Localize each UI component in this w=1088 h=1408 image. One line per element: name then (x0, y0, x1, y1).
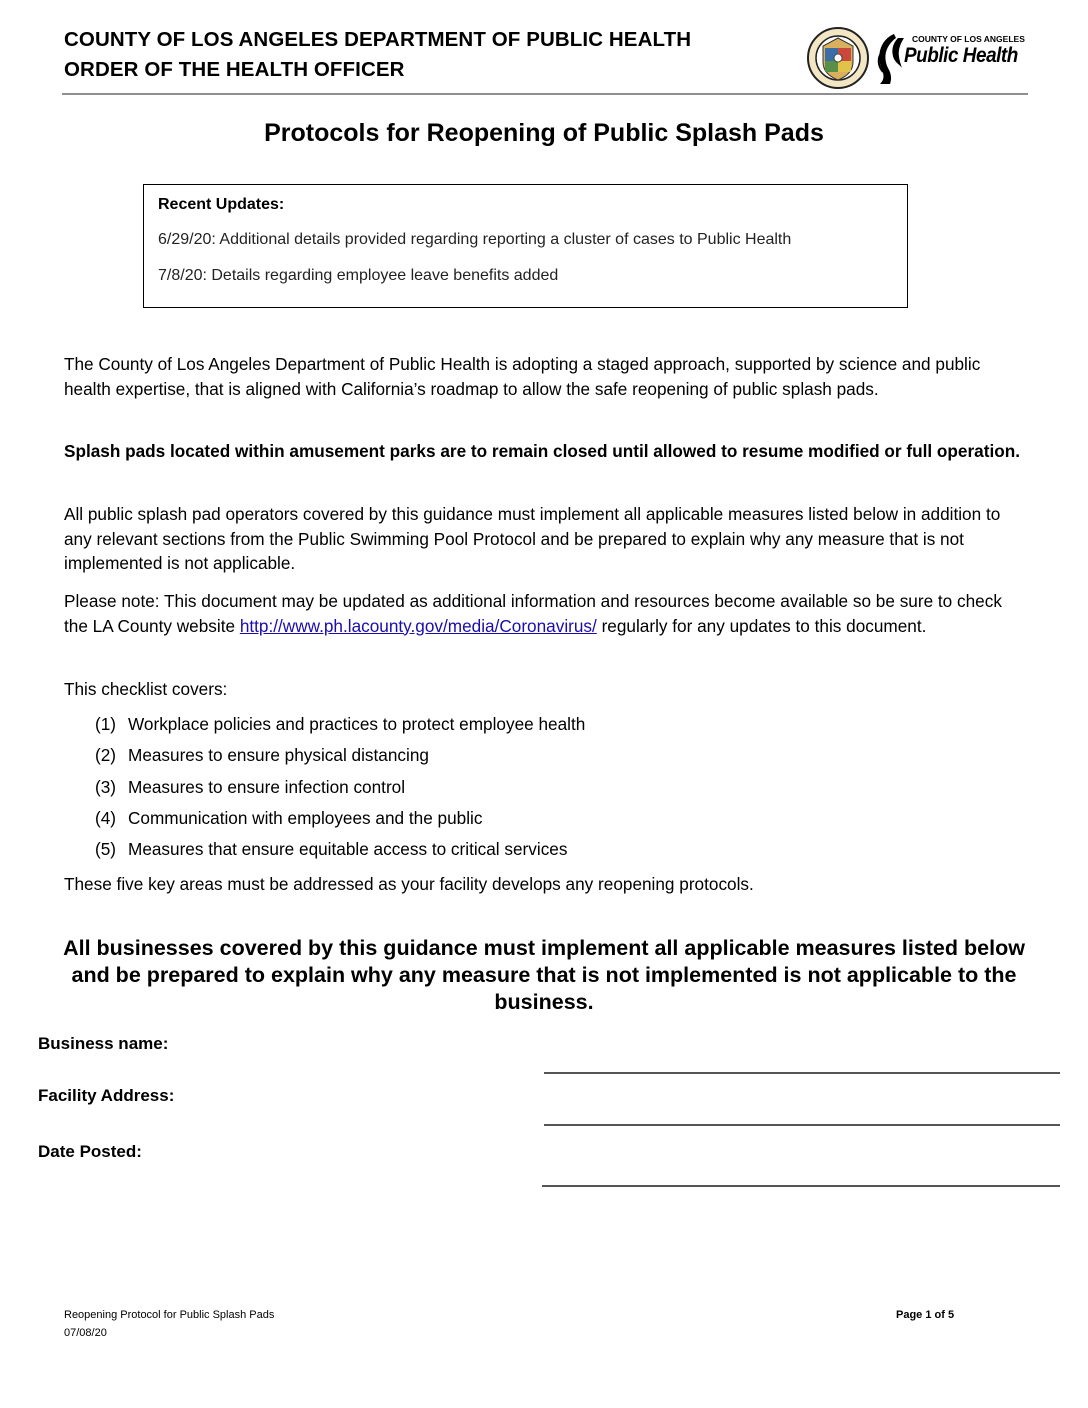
footer-date: 07/08/20 (64, 1327, 107, 1339)
note-text-before: Please note: This document may be updated as additional information and resources become available so be sure to check the LA County website (64, 591, 1002, 636)
note-text-after: regularly for any updates to this document. (596, 615, 927, 636)
checklist-text: Measures to ensure infection control (128, 777, 406, 797)
checklist-item (95, 745, 429, 766)
update-note-paragraph (64, 589, 1028, 638)
header-department: COUNTY OF LOS ANGELES DEPARTMENT OF PUBLIC HEALTH (64, 28, 692, 51)
county-seal-icon (806, 26, 870, 90)
coronavirus-website-link[interactable]: http://www.ph.lacounty.gov/media/Coronavirus/ (239, 615, 597, 636)
header-divider (62, 93, 1028, 95)
date-posted-field[interactable] (542, 1185, 1060, 1187)
checklist-number: (5) (95, 839, 117, 859)
logo-county-text: COUNTY OF LOS ANGELES (912, 34, 1025, 44)
checklist-item (95, 808, 482, 829)
implementation-notice: All businesses covered by this guidance must implement all applicable measures listed below and be prepared to explain why any measure that is not implemented is not applicable to the business. (63, 936, 1025, 1014)
checklist-item (95, 839, 567, 860)
checklist-item (95, 777, 405, 798)
footer-document-name: Reopening Protocol for Public Splash Pads (64, 1309, 275, 1321)
recent-updates-box (143, 184, 908, 308)
intro-paragraph: The County of Los Angeles Department of Public Health is adopting a staged approach, supported by science and public health expertise, that is aligned with California’s roadmap to allow the safe reopening of public splash pads. (64, 354, 981, 399)
checklist-item (95, 714, 585, 735)
checklist-number: (3) (95, 777, 117, 797)
checklist-intro: This checklist covers: (64, 679, 228, 699)
update-item: 6/29/20: Additional details provided regarding reporting a cluster of cases to Public Health (158, 231, 792, 248)
page-title: Protocols for Reopening of Public Splash Pads (264, 119, 824, 147)
business-name-field[interactable] (544, 1072, 1060, 1074)
closing-paragraph: These five key areas must be addressed as your facility develops any reopening protocols. (64, 874, 754, 894)
update-item: 7/8/20: Details regarding employee leave benefits added (158, 267, 559, 284)
checklist-text: Workplace policies and practices to protect employee health (128, 714, 586, 734)
checklist-text: Measures that ensure equitable access to critical services (128, 839, 568, 859)
checklist-text: Communication with employees and the public (128, 808, 483, 828)
checklist-number: (1) (95, 714, 117, 734)
closed-notice: Splash pads located within amusement parks are to remain closed until allowed to resume modified or full operation. (64, 441, 1021, 461)
logo-public-health-text: Public Health (904, 44, 1018, 67)
checklist-number: (2) (95, 745, 117, 765)
facility-address-field[interactable] (544, 1124, 1060, 1126)
header-order: ORDER OF THE HEALTH OFFICER (64, 58, 405, 81)
operators-paragraph: All public splash pad operators covered by this guidance must implement all applicable measures listed below in addition to any relevant sections from the Public Swimming Pool Protocol and be prepared to explain why any measure that is not implemented is not applicable. (64, 504, 1001, 573)
checklist-number: (4) (95, 808, 117, 828)
date-posted-label: Date Posted: (38, 1142, 142, 1161)
checklist-text: Measures to ensure physical distancing (128, 745, 429, 765)
facility-address-label: Facility Address: (38, 1086, 175, 1105)
business-name-label: Business name: (38, 1034, 169, 1053)
footer-page-number: Page 1 of 5 (896, 1309, 955, 1321)
recent-updates-heading: Recent Updates: (158, 196, 285, 213)
